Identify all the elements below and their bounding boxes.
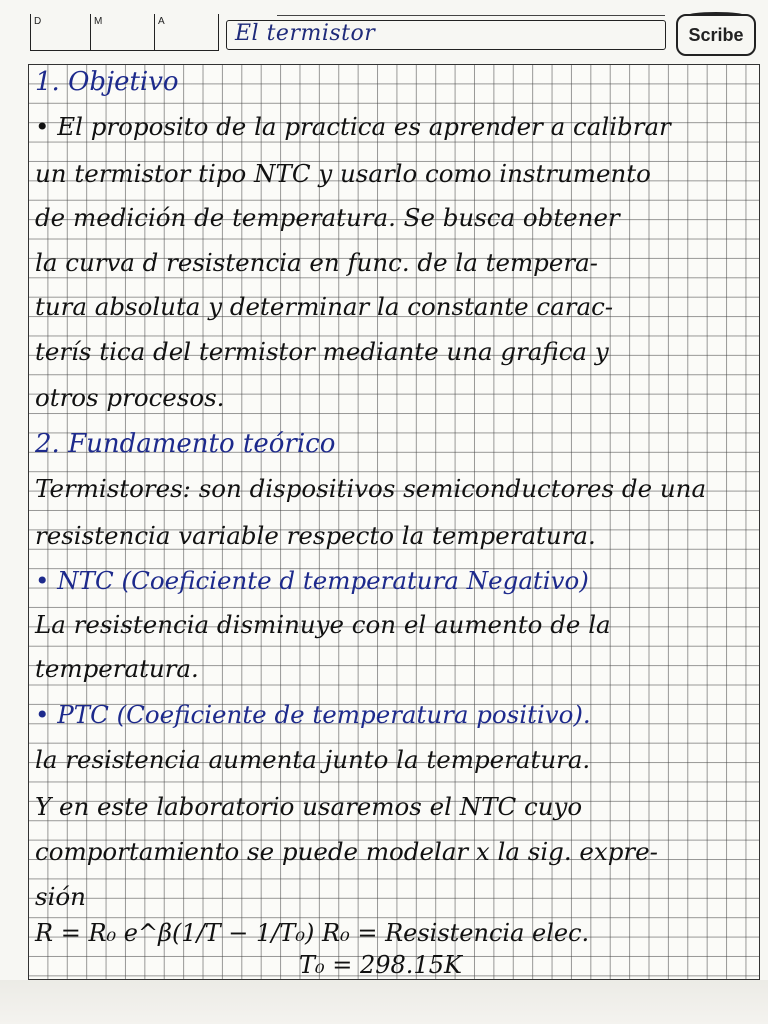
- note-line: • El proposito de la practica es aprender a calibrar: [35, 112, 671, 141]
- formula-t0: T₀ = 298.15K: [299, 951, 462, 979]
- note-line: Y en este laboratorio usaremos el NTC cuyo: [35, 792, 583, 821]
- date-box: [30, 14, 219, 51]
- scribe-logo: Scribe: [676, 14, 756, 56]
- note-line: La resistencia disminuye con el aumento de la: [35, 610, 611, 639]
- note-line: la resistencia aumenta junto la temperatura.: [35, 745, 591, 774]
- heading-fundamento: 2. Fundamento teórico: [35, 429, 336, 459]
- note-line: tura absoluta y determinar la constante carac-: [35, 292, 614, 321]
- page-header: [0, 0, 768, 62]
- note-line: Termistores: son dispositivos semiconductores de una: [35, 474, 707, 503]
- note-line: comportamiento se puede modelar x la sig. expre-: [35, 837, 658, 866]
- page-bottom-edge: [0, 980, 768, 1024]
- note-line: la curva d resistencia en func. de la tempera-: [35, 248, 598, 277]
- heading-objetivo: 1. Objetivo: [35, 67, 179, 97]
- bullet-ptc: • PTC (Coeficiente de temperatura positivo).: [35, 700, 591, 729]
- page-title: El termistor: [235, 21, 376, 46]
- note-line: resistencia variable respecto la temperatura.: [35, 521, 596, 550]
- date-month-label: M: [91, 14, 155, 50]
- note-line: de medición de temperatura. Se busca obtener: [35, 203, 620, 232]
- date-day-label: D: [31, 14, 91, 50]
- bullet-ntc: • NTC (Coeficiente d temperatura Negativo): [35, 566, 589, 595]
- note-line: terís tica del termistor mediante una grafica y: [35, 337, 609, 366]
- note-line: sión: [35, 882, 86, 911]
- grid-paper: [28, 64, 760, 980]
- note-line: un termistor tipo NTC y usarlo como instrumento: [35, 159, 651, 188]
- title-box: [226, 20, 666, 50]
- formula-line: R = R₀ e^β(1/T − 1/T₀) R₀ = Resistencia elec.: [35, 919, 590, 947]
- note-line: temperatura.: [35, 654, 199, 683]
- note-line: otros procesos.: [35, 383, 225, 412]
- date-year-label: A: [155, 14, 219, 50]
